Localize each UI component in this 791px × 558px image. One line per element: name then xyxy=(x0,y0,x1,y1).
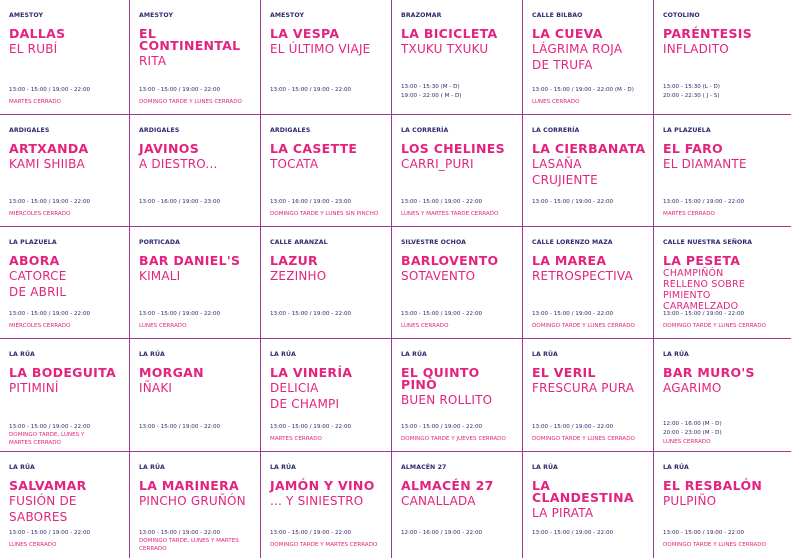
closed-days: MARTES CERRADO xyxy=(270,436,322,442)
street-label: CALLE LORENZO MAZA xyxy=(532,239,613,246)
street-label: CALLE ARANZAL xyxy=(270,239,328,246)
restaurant-name: EL FARO xyxy=(663,141,723,156)
restaurant-name: LA BICICLETA xyxy=(401,26,498,41)
street-label: LA RÚA xyxy=(9,351,35,358)
restaurant-card xyxy=(261,339,392,452)
pincho-name: EL ÚLTIMO VIAJE xyxy=(270,42,371,56)
pincho-name: A DIESTRO... xyxy=(139,157,218,171)
restaurant-name: ARTXANDA xyxy=(9,141,89,156)
street-label: AMESTOY xyxy=(9,12,44,19)
street-label: COTOLINO xyxy=(663,12,700,19)
closed-days: DOMINGO TARDE Y LUNES CERRADO xyxy=(139,99,242,105)
pincho-name: INFLADITO xyxy=(663,42,729,56)
opening-hours: 13:00 - 15:00 / 19:00 - 22:00 xyxy=(9,87,91,93)
closed-days: DOMINGO TARDE Y JUEVES CERRADO xyxy=(401,436,506,442)
closed-days: LUNES CERRADO xyxy=(9,542,57,548)
pincho-name: CHAMPIÑÓN RELLENO SOBRE PIMIENTO CARAMELZADO xyxy=(663,268,746,312)
restaurant-card xyxy=(654,0,791,115)
pincho-name: FRESCURA PURA xyxy=(532,381,635,395)
closed-days: DOMINGO TARDE, LUNES Y MARTES CERRADO xyxy=(9,432,85,446)
closed-days: DOMINGO TARDE Y LUNES CERRADO xyxy=(532,436,635,442)
restaurant-card xyxy=(261,0,392,115)
restaurant-name: MORGAN xyxy=(139,365,204,380)
street-label: LA CORRERÍA xyxy=(532,127,580,134)
restaurant-card xyxy=(392,227,523,339)
closed-days: DOMINGO TARDE Y MARTES CERRADO xyxy=(270,542,378,548)
pincho-name: DELICIA DE CHAMPI xyxy=(270,381,340,411)
street-label: LA RÚA xyxy=(9,464,35,471)
restaurant-name: EL VERIL xyxy=(532,365,596,380)
opening-hours: 13:00 - 15:30 (M - D) 19:00 - 22:00 ( M - D) xyxy=(401,84,462,99)
street-label: SILVESTRE OCHOA xyxy=(401,239,467,246)
pincho-name: ... Y SINIESTRO xyxy=(270,494,364,508)
opening-hours: 13:00 - 15:00 / 19:00 - 22:00 xyxy=(139,87,221,93)
restaurant-name: PARÉNTESIS xyxy=(663,26,753,41)
closed-days: MARTES CERRADO xyxy=(9,99,61,105)
pincho-name: TOCATA xyxy=(270,157,319,171)
restaurant-card xyxy=(0,115,130,227)
restaurant-card xyxy=(130,0,261,115)
opening-hours: 13:00 - 15:00 / 19:00 - 22:00 xyxy=(139,530,221,536)
opening-hours: 13:00 - 15:00 / 19:00 - 22:00 xyxy=(139,311,221,317)
opening-hours: 13:00 - 16:00 / 19:00 - 23:00 xyxy=(270,199,352,205)
opening-hours: 13:00 - 15:00 / 19:00 - 22:00 xyxy=(663,199,745,205)
opening-hours: 13:00 - 15:00 / 19:00 - 22:00 xyxy=(270,311,352,317)
pincho-name: BUEN ROLLITO xyxy=(401,393,493,407)
restaurant-name: EL RESBALÓN xyxy=(663,478,763,493)
closed-days: MIÉRCOLES CERRADO xyxy=(9,323,71,329)
restaurant-card xyxy=(523,452,654,558)
pincho-name: FUSIÓN DE SABORES xyxy=(9,494,77,524)
closed-days: LUNES CERRADO xyxy=(532,99,580,105)
opening-hours: 13:00 - 15:00 / 19:00 - 22:00 xyxy=(663,530,745,536)
restaurant-card xyxy=(523,0,654,115)
restaurant-card xyxy=(523,115,654,227)
closed-days: DOMINGO TARDE Y LUNES CERRADO xyxy=(532,323,635,329)
restaurant-name: SALVAMAR xyxy=(9,478,87,493)
restaurant-name: LAZUR xyxy=(270,253,318,268)
restaurant-card xyxy=(654,339,791,452)
street-label: AMESTOY xyxy=(139,12,174,19)
street-label: PORTICADA xyxy=(139,239,180,246)
pincho-name: LA PIRATA xyxy=(532,506,594,520)
pincho-name: SOTAVENTO xyxy=(401,269,476,283)
restaurant-name: LA CUEVA xyxy=(532,26,603,41)
street-label: LA RÚA xyxy=(270,464,296,471)
restaurant-name: ALMACÉN 27 xyxy=(401,478,494,493)
opening-hours: 13:00 - 16:00 / 19:00 - 23:00 xyxy=(139,199,221,205)
opening-hours: 13:00 - 15:00 / 19:00 - 22:00 xyxy=(401,311,483,317)
street-label: BRAZOMAR xyxy=(401,12,442,19)
pincho-name: RITA xyxy=(139,54,167,68)
restaurant-card xyxy=(654,115,791,227)
pincho-name: RETROSPECTIVA xyxy=(532,269,633,283)
restaurant-card xyxy=(261,115,392,227)
pincho-name: CATORCE DE ABRIL xyxy=(9,269,67,299)
restaurant-card xyxy=(261,227,392,339)
restaurant-name: ABORA xyxy=(9,253,60,268)
street-label: LA RÚA xyxy=(139,351,165,358)
street-label: ARDIGALES xyxy=(270,127,311,134)
closed-days: LUNES CERRADO xyxy=(401,323,449,329)
restaurant-name: LA CIERBANATA xyxy=(532,141,646,156)
opening-hours: 13:00 - 15:00 / 19:00 - 22:00 xyxy=(401,199,483,205)
restaurant-card xyxy=(0,0,130,115)
restaurant-card xyxy=(392,452,523,558)
restaurant-name: BARLOVENTO xyxy=(401,253,499,268)
restaurant-card xyxy=(523,339,654,452)
pincho-name: ZEZINHO xyxy=(270,269,327,283)
restaurant-card xyxy=(0,452,130,558)
pincho-name: IÑAKI xyxy=(139,381,173,395)
pincho-name: TXUKU TXUKU xyxy=(401,42,489,56)
restaurant-name: LA MARINERA xyxy=(139,478,239,493)
street-label: AMESTOY xyxy=(270,12,305,19)
street-label: LA RÚA xyxy=(532,464,558,471)
opening-hours: 13:00 - 15:00 / 19:00 - 22:00 xyxy=(9,530,91,536)
opening-hours: 13:00 - 15:00 / 19:00 - 22:00 xyxy=(9,311,91,317)
restaurant-name: LOS CHELINES xyxy=(401,141,505,156)
opening-hours: 13:00 - 15:00 / 19:00 - 22:00 xyxy=(9,424,91,430)
restaurant-name: LA VESPA xyxy=(270,26,340,41)
opening-hours: 13:00 - 15:00 / 19:00 - 22:00 (M - D) xyxy=(532,87,634,93)
opening-hours: 13:00 - 15:00 / 19:00 - 22:00 xyxy=(532,530,614,536)
restaurant-card xyxy=(130,339,261,452)
restaurant-name: LA PESETA xyxy=(663,253,741,268)
opening-hours: 13:00 - 15:00 / 19:00 - 22:00 xyxy=(401,424,483,430)
street-label: LA PLAZUELA xyxy=(663,127,711,134)
restaurant-card xyxy=(261,452,392,558)
restaurant-name: LA BODEGUITA xyxy=(9,365,116,380)
pincho-name: PITIMINÍ xyxy=(9,381,59,395)
restaurant-card xyxy=(392,115,523,227)
restaurant-name: BAR MURO'S xyxy=(663,365,755,380)
closed-days: DOMINGO TARDE Y LUNES CERRADO xyxy=(663,542,766,548)
pincho-name: EL RUBÍ xyxy=(9,42,58,56)
opening-hours: 13:00 - 15:00 / 19:00 - 22:00 xyxy=(532,199,614,205)
street-label: LA RÚA xyxy=(663,351,689,358)
street-label: LA CORRERÍA xyxy=(401,127,449,134)
street-label: CALLE BILBAO xyxy=(532,12,583,19)
closed-days: MIÉRCOLES CERRADO xyxy=(9,211,71,217)
street-label: ALMACÉN 27 xyxy=(401,464,447,471)
pincho-name: KIMALI xyxy=(139,269,181,283)
restaurant-name: JAMÓN Y VINO xyxy=(270,478,375,493)
pincho-name: EL DIAMANTE xyxy=(663,157,747,171)
street-label: LA RÚA xyxy=(139,464,165,471)
restaurant-name: LA MAREA xyxy=(532,253,607,268)
closed-days: DOMINGO TARDE Y LUNES CERRADO xyxy=(663,323,766,329)
pincho-name: AGARIMO xyxy=(663,381,722,395)
opening-hours: 12:00 - 16:00 (M - D) 20:00 - 23:00 (M - D) xyxy=(663,421,722,436)
opening-hours: 13:00 - 15:00 / 19:00 - 22:00 xyxy=(139,424,221,430)
restaurant-card xyxy=(392,339,523,452)
street-label: LA RÚA xyxy=(532,351,558,358)
closed-days: LUNES Y MARTES TARDE CERRADO xyxy=(401,211,499,217)
restaurant-name: EL QUINTO PINO xyxy=(401,365,480,392)
opening-hours: 13:00 - 15:00 / 19:00 - 22:00 xyxy=(9,199,91,205)
pincho-name: PULPIÑO xyxy=(663,494,717,508)
street-label: LA RÚA xyxy=(663,464,689,471)
street-label: LA RÚA xyxy=(270,351,296,358)
restaurant-card xyxy=(523,227,654,339)
opening-hours: 12:00 - 16:00 / 19:00 - 22:00 xyxy=(401,530,483,536)
restaurant-card xyxy=(130,227,261,339)
opening-hours: 13:00 - 15:00 / 19:00 - 22:00 xyxy=(270,530,352,536)
restaurant-name: DALLAS xyxy=(9,26,66,41)
opening-hours: 13:00 - 15:00 / 19:00 - 22:00 xyxy=(270,424,352,430)
opening-hours: 13:00 - 15:00 / 19:00 - 22:00 xyxy=(663,311,745,317)
restaurant-card xyxy=(654,227,791,339)
closed-days: DOMINGO TARDE Y LUNES SIN PINCHO xyxy=(270,211,379,217)
street-label: CALLE NUESTRA SEÑORA xyxy=(663,239,753,246)
closed-days: MARTES CERRADO xyxy=(663,211,715,217)
pincho-name: PINCHO GRUÑÓN xyxy=(139,494,246,508)
restaurant-name: LA CASETTE xyxy=(270,141,358,156)
restaurant-card xyxy=(0,227,130,339)
pincho-name: CANALLADA xyxy=(401,494,476,508)
street-label: LA PLAZUELA xyxy=(9,239,57,246)
street-label: LA RÚA xyxy=(401,351,427,358)
pincho-name: LÁGRIMA ROJA DE TRUFA xyxy=(532,42,623,72)
pincho-name: CARRI_PURI xyxy=(401,157,474,171)
opening-hours: 13:00 - 15:30 (L - D) 20:00 - 22:30 ( J - S) xyxy=(663,84,720,99)
restaurant-name: EL CONTINENTAL xyxy=(139,26,241,53)
restaurant-card xyxy=(130,452,261,558)
opening-hours: 13:00 - 15:00 / 19:00 - 22:00 xyxy=(270,87,352,93)
restaurant-card xyxy=(654,452,791,558)
pincho-name: LASAÑA CRUJIENTE xyxy=(532,157,598,187)
restaurant-card xyxy=(392,0,523,115)
opening-hours: 13:00 - 15:00 / 19:00 - 22:00 xyxy=(532,424,614,430)
restaurant-card xyxy=(0,339,130,452)
restaurant-name: JAVINOS xyxy=(139,141,199,156)
pincho-name: KAMI SHIIBA xyxy=(9,157,85,171)
street-label: ARDIGALES xyxy=(9,127,50,134)
closed-days: LUNES CERRADO xyxy=(139,323,187,329)
restaurant-name: BAR DANIEL'S xyxy=(139,253,241,268)
restaurant-card xyxy=(130,115,261,227)
closed-days: DOMINGO TARDE, LUNES Y MARTES CERRADO xyxy=(139,538,239,552)
opening-hours: 13:00 - 15:00 / 19:00 - 22:00 xyxy=(532,311,614,317)
restaurant-name: LA CLANDESTINA xyxy=(532,478,634,505)
closed-days: LUNES CERRADO xyxy=(663,439,711,445)
restaurant-name: LA VINERÍA xyxy=(270,365,353,380)
street-label: ARDIGALES xyxy=(139,127,180,134)
